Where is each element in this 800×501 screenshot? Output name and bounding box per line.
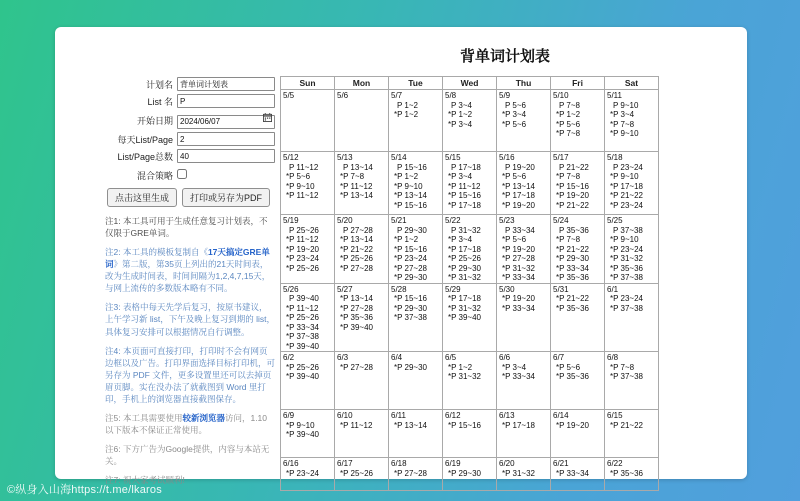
day-cell-6-17 — [335, 458, 389, 491]
review-entry: *P 5~6 — [286, 172, 311, 181]
cell-date: 5/7 — [391, 91, 403, 100]
day-cell-5-18 — [605, 152, 659, 215]
cell-date: 5/23 — [499, 216, 515, 225]
review-entry: *P 17~18 — [448, 200, 481, 210]
cell-date: 6/2 — [283, 353, 295, 362]
review-entry: *P 23~24 — [610, 244, 643, 254]
cell-date: 5/22 — [445, 216, 461, 225]
review-entry: *P 33~34 — [556, 263, 589, 273]
day-cell-5-12 — [281, 152, 335, 215]
review-entry: *P 5~6 — [502, 119, 527, 129]
review-entry: *P 39~40 — [286, 372, 319, 381]
review-entry: *P 15~16 — [556, 181, 589, 191]
day-cell-5-15 — [443, 152, 497, 215]
note-text: 注7: 祝大家考试顺利! — [105, 475, 185, 486]
review-entry: *P 27~28 — [340, 362, 373, 372]
cell-date: 6/10 — [337, 411, 353, 420]
review-entry: *P 15~16 — [448, 191, 481, 200]
weekday-header-wed: Wed — [443, 77, 497, 90]
generate-button[interactable]: 点击这里生成 — [107, 188, 177, 207]
review-entry: *P 37~38 — [610, 372, 643, 381]
day-cell-5-28 — [389, 283, 443, 352]
review-entry: *P 3~4 — [502, 362, 527, 372]
plan-form — [105, 77, 275, 493]
cell-date: 5/28 — [391, 284, 407, 294]
learn-entry: P 3~4 — [451, 100, 472, 110]
review-entry: *P 5~6 — [502, 172, 527, 181]
plan-name-field-label: 计划名 — [145, 79, 173, 90]
day-cell-6-2 — [281, 352, 335, 410]
review-entry: *P 11~12 — [286, 235, 319, 244]
cell-date: 6/17 — [337, 459, 353, 468]
cell-date: 6/1 — [607, 284, 619, 294]
calendar-table — [280, 76, 659, 491]
review-entry: *P 33~34 — [502, 273, 535, 282]
review-entry: *P 17~18 — [448, 244, 481, 254]
review-entry: *P 1~2 — [394, 235, 419, 244]
cell-date: 5/14 — [391, 153, 407, 162]
mix-strategy-label: 混合策略 — [136, 170, 173, 181]
review-entry: *P 13~14 — [394, 420, 427, 430]
day-cell-5-8 — [443, 90, 497, 152]
day-cell-5-21 — [389, 215, 443, 284]
review-entry: *P 13~14 — [340, 294, 373, 303]
list-name-field-row — [105, 94, 275, 108]
review-entry: *P 5~6 — [502, 235, 527, 244]
review-entry: *P 17~18 — [448, 294, 481, 303]
review-entry: *P 25~26 — [286, 263, 319, 273]
day-cell-5-20 — [335, 215, 389, 284]
review-entry: *P 37~38 — [610, 273, 643, 282]
cell-date: 6/20 — [499, 459, 515, 468]
day-cell-6-6 — [497, 352, 551, 410]
review-entry: *P 39~40 — [286, 341, 319, 351]
review-entry: *P 35~36 — [556, 273, 589, 282]
review-entry: *P 27~28 — [394, 263, 427, 273]
cell-date: 5/16 — [499, 153, 515, 162]
review-entry: *P 3~4 — [448, 119, 473, 129]
note-4 — [105, 345, 275, 405]
day-cell-6-10 — [335, 410, 389, 458]
cell-date: 6/16 — [283, 459, 299, 468]
review-entry: *P 39~40 — [448, 313, 481, 322]
review-entry: *P 37~38 — [286, 332, 319, 341]
review-entry: *P 9~10 — [610, 172, 639, 181]
review-entry: *P 13~14 — [340, 235, 373, 244]
day-cell-6-7 — [551, 352, 605, 410]
note-5 — [105, 412, 275, 436]
plan-name-field[interactable] — [177, 77, 275, 91]
day-cell-6-21 — [551, 458, 605, 491]
review-entry: *P 7~8 — [556, 129, 581, 138]
learn-entry: P 13~14 — [343, 162, 373, 172]
review-entry: *P 29~30 — [394, 362, 427, 372]
review-entry: *P 11~12 — [448, 181, 481, 191]
mix-strategy-row — [105, 166, 275, 184]
note-text: 注4: 本页面可直接打印，打印时不会有网页边框以及广告。打印界面选择目标打印机，可另存为 PDF 文件，更多设置里还可以去掉页眉页脚。实在没办法了就截图到 Word 里打印，手机上的浏览器直接截图保存。 — [105, 345, 276, 404]
review-entry: *P 35~36 — [556, 372, 589, 381]
cell-date: 5/10 — [553, 91, 569, 100]
review-entry: *P 35~36 — [610, 468, 643, 478]
calendar-week-4 — [281, 283, 659, 352]
day-cell-6-3 — [335, 352, 389, 410]
review-entry: *P 11~12 — [286, 303, 319, 313]
cell-date: 6/11 — [391, 411, 406, 420]
day-cell-5-10 — [551, 90, 605, 152]
review-entry: *P 1~2 — [556, 110, 581, 119]
review-entry: *P 23~24 — [286, 468, 319, 478]
review-entry: *P 29~30 — [394, 273, 427, 282]
mix-strategy-checkbox[interactable] — [177, 169, 187, 179]
note-1 — [105, 215, 275, 239]
day-cell-5-14 — [389, 152, 443, 215]
day-cell-6-18 — [389, 458, 443, 491]
review-entry: *P 21~22 — [610, 420, 643, 430]
review-entry: *P 31~32 — [448, 273, 481, 282]
day-cell-6-20 — [497, 458, 551, 491]
day-cell-5-13 — [335, 152, 389, 215]
review-entry: *P 17~18 — [502, 191, 535, 200]
review-entry: *P 19~20 — [556, 420, 589, 430]
page-title: 背单词计划表 — [459, 48, 550, 65]
note-2 — [105, 246, 275, 294]
cell-date: 6/8 — [607, 353, 619, 362]
review-entry: *P 11~12 — [340, 181, 373, 191]
cell-date: 6/3 — [337, 353, 349, 362]
day-cell-6-22 — [605, 458, 659, 491]
print-pdf-button[interactable]: 打印或另存为PDF — [182, 188, 270, 207]
learn-entry: P 23~24 — [613, 162, 643, 172]
learn-entry: P 33~34 — [505, 225, 535, 235]
review-entry: *P 1~2 — [394, 172, 419, 181]
learn-entry: P 11~12 — [289, 162, 319, 172]
review-entry: *P 1~2 — [448, 362, 473, 372]
review-entry: *P 25~26 — [340, 468, 373, 478]
day-cell-5-23 — [497, 215, 551, 284]
learn-entry: P 7~8 — [559, 100, 580, 110]
review-entry: *P 29~30 — [448, 263, 481, 273]
review-entry: *P 9~10 — [610, 129, 639, 138]
day-cell-6-11 — [389, 410, 443, 458]
review-entry: *P 13~14 — [340, 191, 373, 200]
day-cell-6-9 — [281, 410, 335, 458]
review-entry: *P 19~20 — [502, 294, 535, 303]
learn-entry: P 25~26 — [289, 225, 319, 235]
calendar-week-7 — [281, 458, 659, 491]
cell-date: 5/30 — [499, 284, 515, 294]
weekday-header-tue: Tue — [389, 77, 443, 90]
review-entry: *P 27~28 — [394, 468, 427, 478]
cell-date: 6/13 — [499, 411, 515, 420]
review-entry: *P 7~8 — [610, 362, 635, 372]
review-entry: *P 3~4 — [610, 110, 635, 119]
cell-date: 5/29 — [445, 284, 461, 294]
start-date-field[interactable] — [177, 115, 275, 129]
day-cell-6-19 — [443, 458, 497, 491]
learn-entry: P 31~32 — [451, 225, 481, 235]
review-entry: *P 31~32 — [448, 372, 481, 381]
review-entry: *P 13~14 — [394, 191, 427, 200]
notes-section — [105, 215, 275, 486]
review-entry: *P 35~36 — [556, 303, 589, 313]
day-cell-6-14 — [551, 410, 605, 458]
review-entry: *P 23~24 — [286, 254, 319, 263]
cell-date: 6/18 — [391, 459, 407, 468]
learn-entry: P 5~6 — [505, 100, 526, 110]
review-entry: *P 27~28 — [340, 263, 373, 273]
review-entry: *P 7~8 — [610, 119, 635, 129]
review-entry: *P 25~26 — [448, 254, 481, 263]
review-entry: *P 11~12 — [286, 191, 319, 200]
cell-date: 6/4 — [391, 353, 403, 362]
review-entry: *P 31~32 — [448, 303, 481, 313]
day-cell-5-11 — [605, 90, 659, 152]
total-list-field[interactable] — [177, 149, 275, 163]
calendar-week-1 — [281, 90, 659, 152]
calendar — [280, 76, 659, 491]
review-entry: *P 3~4 — [448, 235, 473, 244]
review-entry: *P 15~16 — [394, 200, 427, 210]
day-cell-5-9 — [497, 90, 551, 152]
learn-entry: P 9~10 — [613, 100, 639, 110]
cell-date: 6/19 — [445, 459, 461, 468]
cell-date: 6/12 — [445, 411, 461, 420]
daily-list-field[interactable] — [177, 132, 275, 146]
learn-entry: P 1~2 — [397, 100, 418, 110]
review-entry: *P 21~22 — [556, 200, 589, 210]
review-entry: *P 31~32 — [610, 254, 643, 263]
weekday-header-fri: Fri — [551, 77, 605, 90]
cell-date: 5/20 — [337, 216, 353, 225]
day-cell-5-22 — [443, 215, 497, 284]
note-text: 注3: 表格中每天先学后复习，按原书建议，上午学习新 list，下午及晚上复习到期的 list，具体复习安排可以根据情况自行调整。 — [105, 302, 276, 337]
review-entry: *P 1~2 — [448, 110, 473, 119]
review-entry: *P 15~16 — [394, 294, 427, 303]
learn-entry: P 35~36 — [559, 225, 589, 235]
cell-date: 5/12 — [283, 153, 299, 162]
day-cell-6-4 — [389, 352, 443, 410]
cell-date: 6/15 — [607, 411, 623, 420]
review-entry: *P 15~16 — [394, 244, 427, 254]
calendar-week-3 — [281, 215, 659, 284]
day-cell-5-24 — [551, 215, 605, 284]
day-cell-5-27 — [335, 283, 389, 352]
weekday-header-mon: Mon — [335, 77, 389, 90]
day-cell-5-29 — [443, 283, 497, 352]
daily-list-field-row — [105, 132, 275, 146]
review-entry: *P 39~40 — [286, 430, 319, 439]
review-entry: *P 21~22 — [340, 244, 373, 254]
day-cell-5-19 — [281, 215, 335, 284]
learn-entry: P 37~38 — [613, 225, 643, 235]
day-cell-5-30 — [497, 283, 551, 352]
review-entry: *P 33~34 — [502, 372, 535, 381]
note-text: 访问，1.10 以下版本不保证正常使用。 — [105, 412, 268, 435]
learn-entry: P 19~20 — [505, 162, 535, 172]
daily-list-field-label: 每天List/Page — [117, 134, 173, 145]
cell-date: 5/26 — [283, 284, 299, 294]
start-date-field-label: 开始日期 — [136, 115, 173, 126]
calendar-week-2 — [281, 152, 659, 215]
cell-date: 5/31 — [553, 284, 569, 294]
cell-date: 5/8 — [445, 91, 457, 100]
cell-date: 5/18 — [607, 153, 623, 162]
review-entry: *P 13~14 — [502, 181, 535, 191]
day-cell-6-5 — [443, 352, 497, 410]
weekday-header-sat: Sat — [605, 77, 659, 90]
cell-date: 5/27 — [337, 284, 353, 294]
review-entry: *P 37~38 — [394, 313, 427, 322]
review-entry: *P 17~18 — [610, 181, 643, 191]
plan-name-field-row — [105, 77, 275, 91]
cell-date: 5/9 — [499, 91, 511, 100]
calendar-icon[interactable] — [263, 113, 272, 122]
cell-date: 6/7 — [553, 353, 565, 362]
calendar-week-5 — [281, 352, 659, 410]
day-cell-6-16 — [281, 458, 335, 491]
learn-entry: P 29~30 — [397, 225, 427, 235]
form-fields — [105, 77, 275, 163]
note-link[interactable]: 17天搞定GRE单词 — [105, 247, 270, 270]
cell-date: 5/24 — [553, 216, 569, 225]
note-text: 注1: 本工具可用于生成任意复习计划表，不仅限于GRE单词。 — [105, 216, 268, 239]
cell-date: 6/5 — [445, 353, 457, 362]
learn-entry: P 21~22 — [559, 162, 589, 172]
list-name-field-label: List 名 — [147, 96, 173, 107]
review-entry: *P 5~6 — [556, 119, 581, 129]
review-entry: *P 31~32 — [502, 468, 535, 478]
review-entry: *P 9~10 — [286, 181, 315, 191]
day-cell-5-25 — [605, 215, 659, 284]
calendar-header-row — [281, 77, 659, 90]
review-entry: *P 33~34 — [556, 468, 589, 478]
review-entry: *P 25~26 — [340, 254, 373, 263]
date-input-wrap — [177, 111, 275, 129]
review-entry: *P 33~34 — [502, 303, 535, 313]
note-text: 注2: 本工具的模板复制自《 — [105, 247, 208, 258]
learn-entry: P 39~40 — [289, 294, 319, 303]
content-card — [55, 27, 747, 486]
weekday-header-thu: Thu — [497, 77, 551, 90]
review-entry: *P 27~28 — [502, 254, 535, 263]
cell-date: 6/9 — [283, 411, 295, 420]
calendar-week-6 — [281, 410, 659, 458]
review-entry: *P 27~28 — [340, 303, 373, 313]
review-entry: *P 35~36 — [610, 263, 643, 273]
note-6 — [105, 443, 275, 467]
day-cell-6-13 — [497, 410, 551, 458]
weekday-header-sun: Sun — [281, 77, 335, 90]
review-entry: *P 33~34 — [286, 322, 319, 332]
total-list-field-label: List/Page总数 — [117, 151, 173, 162]
review-entry: *P 9~10 — [286, 420, 315, 430]
review-entry: *P 7~8 — [340, 172, 365, 181]
learn-entry: P 17~18 — [451, 162, 481, 172]
day-cell-5-26 — [281, 283, 335, 352]
cell-date: 6/21 — [553, 459, 569, 468]
review-entry: *P 3~4 — [502, 110, 527, 119]
cell-date: 5/21 — [391, 216, 407, 225]
day-cell-5-17 — [551, 152, 605, 215]
review-entry: *P 1~2 — [394, 110, 419, 119]
cell-date: 5/13 — [337, 153, 353, 162]
form-buttons — [105, 188, 275, 207]
review-entry: *P 19~20 — [502, 244, 535, 254]
review-entry: *P 21~22 — [556, 244, 589, 254]
learn-entry: P 27~28 — [343, 225, 373, 235]
review-entry: *P 23~24 — [610, 200, 643, 210]
review-entry: *P 7~8 — [556, 172, 581, 181]
list-name-field[interactable] — [177, 94, 275, 108]
day-cell-6-15 — [605, 410, 659, 458]
review-entry: *P 21~22 — [610, 191, 643, 200]
cell-date: 5/11 — [607, 91, 622, 100]
review-entry: *P 19~20 — [286, 244, 319, 254]
review-entry: *P 19~20 — [556, 191, 589, 200]
review-entry: *P 31~32 — [502, 263, 535, 273]
note-text: 》第二版，第35页上列出的21天时间表，改为生成时间表，时间间隔为1,2,4,7,15天，与网上流传的多数版本略有不同。 — [105, 259, 271, 294]
review-entry: *P 11~12 — [340, 420, 373, 430]
review-entry: *P 25~26 — [286, 313, 319, 322]
review-entry: *P 39~40 — [340, 322, 373, 332]
review-entry: *P 5~6 — [556, 362, 581, 372]
review-entry: *P 35~36 — [340, 313, 373, 322]
day-cell-6-12 — [443, 410, 497, 458]
cell-date: 5/6 — [337, 91, 349, 100]
review-entry: *P 23~24 — [610, 294, 643, 303]
day-cell-5-6 — [335, 90, 389, 152]
cell-date: 5/17 — [553, 153, 569, 162]
review-entry: *P 23~24 — [394, 254, 427, 263]
cell-date: 5/5 — [283, 91, 295, 100]
review-entry: *P 37~38 — [610, 303, 643, 313]
review-entry: *P 25~26 — [286, 362, 319, 372]
review-entry: *P 3~4 — [448, 172, 473, 181]
total-list-field-row — [105, 149, 275, 163]
day-cell-5-7 — [389, 90, 443, 152]
review-entry: *P 21~22 — [556, 294, 589, 303]
cell-date: 5/15 — [445, 153, 461, 162]
review-entry: *P 29~30 — [448, 468, 481, 478]
review-entry: *P 19~20 — [502, 200, 535, 210]
review-entry: *P 7~8 — [556, 235, 581, 244]
review-entry: *P 15~16 — [448, 420, 481, 430]
cell-date: 5/19 — [283, 216, 299, 225]
review-entry: *P 17~18 — [502, 420, 535, 430]
day-cell-5-31 — [551, 283, 605, 352]
review-entry: *P 29~30 — [394, 303, 427, 313]
cell-date: 5/25 — [607, 216, 623, 225]
start-date-field-row — [105, 111, 275, 129]
cell-date: 6/22 — [607, 459, 623, 468]
learn-entry: P 15~16 — [397, 162, 427, 172]
note-text: 注5: 本工具需要使用 — [105, 412, 183, 423]
review-entry: *P 9~10 — [394, 181, 423, 191]
cell-date: 6/14 — [553, 411, 569, 420]
day-cell-5-5 — [281, 90, 335, 152]
day-cell-6-8 — [605, 352, 659, 410]
note-3 — [105, 301, 275, 337]
day-cell-6-1 — [605, 283, 659, 352]
note-text: 注6: 下方广告为Google提供，内容与本站无关。 — [105, 444, 270, 467]
note-link[interactable]: 较新浏览器 — [182, 412, 225, 423]
cell-date: 6/6 — [499, 353, 511, 362]
review-entry: *P 29~30 — [556, 254, 589, 263]
day-cell-5-16 — [497, 152, 551, 215]
watermark: ©纵身入山海https://t.me/lkaros — [7, 484, 162, 496]
review-entry: *P 9~10 — [610, 235, 639, 244]
